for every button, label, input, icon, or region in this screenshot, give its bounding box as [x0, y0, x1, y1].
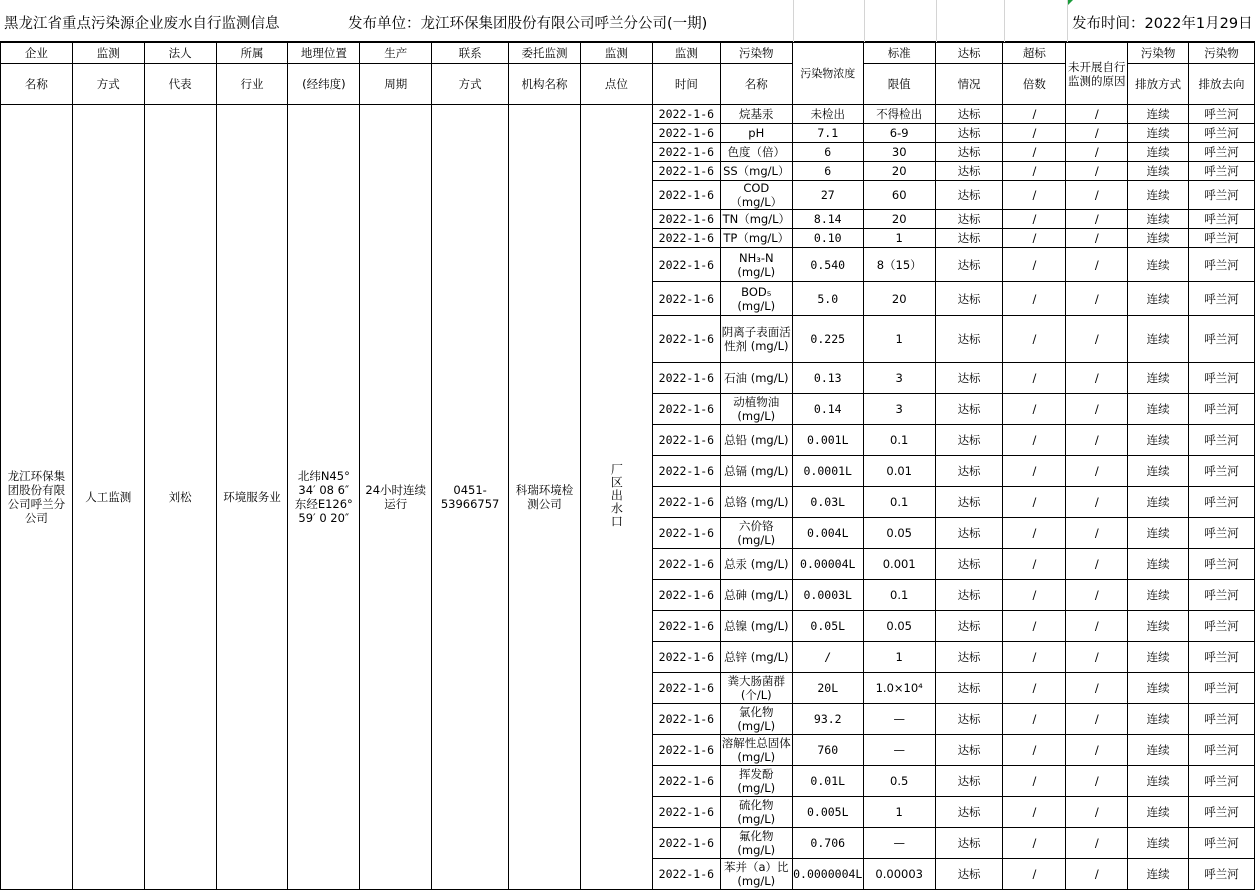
discharge-destination: 呼兰河	[1189, 797, 1255, 828]
column-header-bottom: 排放方式	[1128, 64, 1189, 105]
legal-rep: 刘松	[144, 105, 216, 890]
column-header-top: 委托监测	[509, 43, 581, 64]
column-header-top: 监测	[72, 43, 144, 64]
standard-limit: 20	[863, 282, 935, 316]
pollutant-name: 挥发酚 (mg/L)	[720, 766, 792, 797]
column-header: 未开展自行监测的原因	[1066, 43, 1128, 105]
monitor-date: 2022-1-6	[652, 549, 720, 580]
discharge-mode: 连续	[1128, 124, 1189, 143]
pollutant-concentration: 0.004L	[792, 518, 863, 549]
discharge-mode: 连续	[1128, 181, 1189, 210]
exceed-multiple: /	[1003, 580, 1066, 611]
discharge-destination: 呼兰河	[1189, 210, 1255, 229]
compliance-status: 达标	[935, 828, 1003, 859]
discharge-mode: 连续	[1128, 316, 1189, 363]
monitor-date: 2022-1-6	[652, 828, 720, 859]
discharge-destination: 呼兰河	[1189, 828, 1255, 859]
no-monitor-reason: /	[1066, 181, 1128, 210]
standard-limit: 8（15）	[863, 248, 935, 282]
standard-limit: 0.05	[863, 611, 935, 642]
pollutant-name: 总镍 (mg/L)	[720, 611, 792, 642]
discharge-destination: 呼兰河	[1189, 611, 1255, 642]
column-header-bottom: 限值	[863, 64, 935, 105]
discharge-destination: 呼兰河	[1189, 859, 1255, 890]
title-bar	[0, 0, 1255, 42]
pollutant-name: 总镉 (mg/L)	[720, 456, 792, 487]
compliance-status: 达标	[935, 425, 1003, 456]
pollutant-name: COD（mg/L）	[720, 181, 792, 210]
exceed-multiple: /	[1003, 828, 1066, 859]
standard-limit: 3	[863, 363, 935, 394]
no-monitor-reason: /	[1066, 143, 1128, 162]
column-header-bottom: 方式	[72, 64, 144, 105]
standard-limit: 0.01	[863, 456, 935, 487]
monitor-date: 2022-1-6	[652, 859, 720, 890]
monitor-date: 2022-1-6	[652, 162, 720, 181]
discharge-destination: 呼兰河	[1189, 143, 1255, 162]
column-header-top: 标准	[863, 43, 935, 64]
column-header-top: 监测	[580, 43, 652, 64]
exceed-multiple: /	[1003, 456, 1066, 487]
exceed-multiple: /	[1003, 735, 1066, 766]
discharge-mode: 连续	[1128, 229, 1189, 248]
pollutant-concentration: 93.2	[792, 704, 863, 735]
exceed-multiple: /	[1003, 124, 1066, 143]
exceed-multiple: /	[1003, 181, 1066, 210]
pollutant-name: 总砷 (mg/L)	[720, 580, 792, 611]
pollutant-concentration: 6	[792, 162, 863, 181]
monitor-point	[580, 105, 652, 890]
discharge-mode: 连续	[1128, 704, 1189, 735]
compliance-status: 达标	[935, 456, 1003, 487]
compliance-status: 达标	[935, 143, 1003, 162]
compliance-status: 达标	[935, 487, 1003, 518]
exceed-multiple: /	[1003, 766, 1066, 797]
monitor-date: 2022-1-6	[652, 394, 720, 425]
compliance-status: 达标	[935, 105, 1003, 124]
standard-limit: 20	[863, 162, 935, 181]
pollutant-name: BOD₅ (mg/L)	[720, 282, 792, 316]
monitor-date: 2022-1-6	[652, 673, 720, 704]
pollutant-concentration: 0.0000004L	[792, 859, 863, 890]
pollutant-name: 六价铬 (mg/L)	[720, 518, 792, 549]
compliance-status: 达标	[935, 181, 1003, 210]
pollutant-concentration: 20L	[792, 673, 863, 704]
monitor-date: 2022-1-6	[652, 797, 720, 828]
discharge-mode: 连续	[1128, 456, 1189, 487]
no-monitor-reason: /	[1066, 124, 1128, 143]
monitor-date: 2022-1-6	[652, 425, 720, 456]
discharge-mode: 连续	[1128, 518, 1189, 549]
discharge-mode: 连续	[1128, 394, 1189, 425]
pollutant-name: SS（mg/L）	[720, 162, 792, 181]
discharge-destination: 呼兰河	[1189, 105, 1255, 124]
geo-location: 北纬N45° 34′ 08 6″ 东经E126° 59′ 0 20″	[288, 105, 360, 890]
compliance-status: 达标	[935, 797, 1003, 828]
monitor-date: 2022-1-6	[652, 518, 720, 549]
discharge-mode: 连续	[1128, 487, 1189, 518]
standard-limit: 30	[863, 143, 935, 162]
pollutant-concentration: 0.0003L	[792, 580, 863, 611]
no-monitor-reason: /	[1066, 487, 1128, 518]
pollutant-concentration: 0.706	[792, 828, 863, 859]
table-row	[1, 105, 1255, 124]
monitor-method: 人工监测	[72, 105, 144, 890]
compliance-status: 达标	[935, 766, 1003, 797]
pollutant-name: 氯化物 (mg/L)	[720, 704, 792, 735]
discharge-mode: 连续	[1128, 611, 1189, 642]
monitor-point-label: 厂区出水口	[609, 463, 624, 528]
no-monitor-reason: /	[1066, 611, 1128, 642]
monitor-date: 2022-1-6	[652, 282, 720, 316]
pollutant-name: TN（mg/L）	[720, 210, 792, 229]
monitor-date: 2022-1-6	[652, 229, 720, 248]
standard-limit: 0.001	[863, 549, 935, 580]
discharge-destination: 呼兰河	[1189, 124, 1255, 143]
column-header-top: 联系	[432, 43, 509, 64]
compliance-status: 达标	[935, 673, 1003, 704]
pollutant-name: 总汞 (mg/L)	[720, 549, 792, 580]
column-header-bottom: 方式	[432, 64, 509, 105]
discharge-destination: 呼兰河	[1189, 487, 1255, 518]
pollutant-name: 硫化物 (mg/L)	[720, 797, 792, 828]
standard-limit: 1.0×10⁴	[863, 673, 935, 704]
no-monitor-reason: /	[1066, 316, 1128, 363]
exceed-multiple: /	[1003, 642, 1066, 673]
no-monitor-reason: /	[1066, 735, 1128, 766]
no-monitor-reason: /	[1066, 282, 1128, 316]
column-header-bottom: 行业	[216, 64, 288, 105]
standard-limit: 不得检出	[863, 105, 935, 124]
discharge-destination: 呼兰河	[1189, 394, 1255, 425]
company-name: 龙江环保集团股份有限公司呼兰分公司	[1, 105, 73, 890]
standard-limit: 60	[863, 181, 935, 210]
column-header-top: 法人	[144, 43, 216, 64]
pollutant-concentration: 0.00004L	[792, 549, 863, 580]
pollutant-concentration: 27	[792, 181, 863, 210]
discharge-mode: 连续	[1128, 673, 1189, 704]
discharge-mode: 连续	[1128, 425, 1189, 456]
pollutant-name: 苯并（a）比 (mg/L)	[720, 859, 792, 890]
discharge-destination: 呼兰河	[1189, 229, 1255, 248]
no-monitor-reason: /	[1066, 859, 1128, 890]
no-monitor-reason: /	[1066, 394, 1128, 425]
no-monitor-reason: /	[1066, 580, 1128, 611]
pollutant-concentration: 0.540	[792, 248, 863, 282]
standard-limit: 0.00003	[863, 859, 935, 890]
pollutant-name: pH	[720, 124, 792, 143]
discharge-mode: 连续	[1128, 549, 1189, 580]
exceed-multiple: /	[1003, 673, 1066, 704]
publisher-label: 发布单位：龙江环保集团股份有限公司呼兰分公司(一期)	[348, 16, 708, 32]
standard-limit: 1	[863, 642, 935, 673]
pollutant-concentration: 0.225	[792, 316, 863, 363]
exceed-multiple: /	[1003, 797, 1066, 828]
exceed-multiple: /	[1003, 363, 1066, 394]
monitor-date: 2022-1-6	[652, 210, 720, 229]
discharge-mode: 连续	[1128, 642, 1189, 673]
exceed-multiple: /	[1003, 282, 1066, 316]
pollutant-concentration: 0.03L	[792, 487, 863, 518]
compliance-status: 达标	[935, 859, 1003, 890]
no-monitor-reason: /	[1066, 363, 1128, 394]
exceed-multiple: /	[1003, 143, 1066, 162]
column-header-top: 污染物	[720, 43, 792, 64]
column-header-bottom: 名称	[720, 64, 792, 105]
industry: 环境服务业	[216, 105, 288, 890]
discharge-destination: 呼兰河	[1189, 704, 1255, 735]
pollutant-name: 氟化物 (mg/L)	[720, 828, 792, 859]
pollutant-concentration: /	[792, 642, 863, 673]
column-header-bottom: 情况	[935, 64, 1003, 105]
discharge-mode: 连续	[1128, 797, 1189, 828]
pollutant-name: 色度（倍）	[720, 143, 792, 162]
monitoring-table	[0, 42, 1255, 890]
monitor-date: 2022-1-6	[652, 611, 720, 642]
discharge-mode: 连续	[1128, 143, 1189, 162]
column-header-bottom: 名称	[1, 64, 73, 105]
no-monitor-reason: /	[1066, 797, 1128, 828]
pollutant-concentration: 0.005L	[792, 797, 863, 828]
compliance-status: 达标	[935, 162, 1003, 181]
no-monitor-reason: /	[1066, 162, 1128, 181]
compliance-status: 达标	[935, 580, 1003, 611]
compliance-status: 达标	[935, 124, 1003, 143]
no-monitor-reason: /	[1066, 828, 1128, 859]
pollutant-name: 粪大肠菌群 (个/L)	[720, 673, 792, 704]
pollutant-concentration: 6	[792, 143, 863, 162]
column-header-bottom: 排放去向	[1189, 64, 1255, 105]
exceed-multiple: /	[1003, 487, 1066, 518]
exceed-multiple: /	[1003, 611, 1066, 642]
pollutant-name: 总铬 (mg/L)	[720, 487, 792, 518]
discharge-mode: 连续	[1128, 162, 1189, 181]
standard-limit: 3	[863, 394, 935, 425]
no-monitor-reason: /	[1066, 210, 1128, 229]
pollutant-name: 阴离子表面活性剂 (mg/L)	[720, 316, 792, 363]
pollutant-concentration: 未检出	[792, 105, 863, 124]
exceed-multiple: /	[1003, 394, 1066, 425]
discharge-mode: 连续	[1128, 248, 1189, 282]
no-monitor-reason: /	[1066, 456, 1128, 487]
monitor-date: 2022-1-6	[652, 316, 720, 363]
discharge-mode: 连续	[1128, 859, 1189, 890]
monitor-agency: 科瑞环境检测公司	[509, 105, 581, 890]
discharge-destination: 呼兰河	[1189, 673, 1255, 704]
standard-limit: 1	[863, 229, 935, 248]
production-cycle: 24小时连续运行	[360, 105, 432, 890]
discharge-mode: 连续	[1128, 282, 1189, 316]
exceed-multiple: /	[1003, 210, 1066, 229]
exceed-multiple: /	[1003, 316, 1066, 363]
sheet-title: 黑龙江省重点污染源企业废水自行监测信息	[4, 16, 280, 32]
compliance-status: 达标	[935, 363, 1003, 394]
monitor-date: 2022-1-6	[652, 642, 720, 673]
column-header: 污染物浓度	[792, 43, 863, 105]
exceed-multiple: /	[1003, 549, 1066, 580]
pollutant-concentration: 0.13	[792, 363, 863, 394]
exceed-multiple: /	[1003, 229, 1066, 248]
pollutant-concentration: 0.14	[792, 394, 863, 425]
pollutant-name: 溶解性总固体 (mg/L)	[721, 736, 791, 764]
discharge-destination: 呼兰河	[1189, 181, 1255, 210]
no-monitor-reason: /	[1066, 248, 1128, 282]
column-header-top: 地理位置	[288, 43, 360, 64]
column-header-top: 超标	[1003, 43, 1066, 64]
discharge-destination: 呼兰河	[1189, 766, 1255, 797]
column-header-bottom: 时间	[652, 64, 720, 105]
compliance-status: 达标	[935, 248, 1003, 282]
monitor-date: 2022-1-6	[652, 580, 720, 611]
discharge-mode: 连续	[1128, 735, 1189, 766]
exceed-multiple: /	[1003, 248, 1066, 282]
monitor-date: 2022-1-6	[652, 487, 720, 518]
discharge-mode: 连续	[1128, 828, 1189, 859]
no-monitor-reason: /	[1066, 229, 1128, 248]
standard-limit: 0.1	[863, 425, 935, 456]
standard-limit: 1	[863, 316, 935, 363]
column-header-top: 达标	[935, 43, 1003, 64]
column-header-bottom: 倍数	[1003, 64, 1066, 105]
no-monitor-reason: /	[1066, 704, 1128, 735]
no-monitor-reason: /	[1066, 105, 1128, 124]
pollutant-concentration: 0.05L	[792, 611, 863, 642]
pollutant-concentration: 8.14	[792, 210, 863, 229]
exceed-multiple: /	[1003, 105, 1066, 124]
pollutant-name: 总锌 (mg/L)	[720, 642, 792, 673]
no-monitor-reason: /	[1066, 518, 1128, 549]
standard-limit: 0.5	[863, 766, 935, 797]
discharge-destination: 呼兰河	[1189, 316, 1255, 363]
compliance-status: 达标	[935, 549, 1003, 580]
column-header-top: 监测	[652, 43, 720, 64]
compliance-status: 达标	[935, 282, 1003, 316]
discharge-destination: 呼兰河	[1189, 425, 1255, 456]
column-header-top: 企业	[1, 43, 73, 64]
pollutant-name: 石油 (mg/L)	[720, 363, 792, 394]
pollutant-name: 烷基汞	[720, 105, 792, 124]
publish-time: 发布时间：2022年1月29日	[1072, 16, 1253, 32]
pollutant-name: TP（mg/L）	[720, 229, 792, 248]
column-header-bottom: 周期	[360, 64, 432, 105]
no-monitor-reason: /	[1066, 425, 1128, 456]
standard-limit: —	[863, 735, 935, 766]
column-header-top: 污染物	[1128, 43, 1189, 64]
exceed-multiple: /	[1003, 425, 1066, 456]
discharge-destination: 呼兰河	[1189, 456, 1255, 487]
compliance-status: 达标	[935, 394, 1003, 425]
discharge-destination: 呼兰河	[1189, 580, 1255, 611]
discharge-mode: 连续	[1128, 210, 1189, 229]
column-header-top: 生产	[360, 43, 432, 64]
monitor-date: 2022-1-6	[652, 704, 720, 735]
pollutant-concentration: 0.01L	[792, 766, 863, 797]
standard-limit: 20	[863, 210, 935, 229]
cell-marker-icon	[1068, 0, 1073, 5]
standard-limit: 0.1	[863, 487, 935, 518]
pollutant-name: NH₃-N (mg/L)	[720, 248, 792, 282]
no-monitor-reason: /	[1066, 673, 1128, 704]
monitor-date: 2022-1-6	[652, 363, 720, 394]
standard-limit: 1	[863, 797, 935, 828]
pollutant-name: 总铅 (mg/L)	[720, 425, 792, 456]
compliance-status: 达标	[935, 229, 1003, 248]
monitor-date: 2022-1-6	[652, 181, 720, 210]
compliance-status: 达标	[935, 518, 1003, 549]
monitor-date: 2022-1-6	[652, 124, 720, 143]
discharge-mode: 连续	[1128, 105, 1189, 124]
no-monitor-reason: /	[1066, 766, 1128, 797]
pollutant-concentration: 0.10	[792, 229, 863, 248]
monitor-date: 2022-1-6	[652, 105, 720, 124]
discharge-destination: 呼兰河	[1189, 248, 1255, 282]
discharge-destination: 呼兰河	[1189, 363, 1255, 394]
exceed-multiple: /	[1003, 704, 1066, 735]
discharge-destination: 呼兰河	[1189, 642, 1255, 673]
monitor-date: 2022-1-6	[652, 766, 720, 797]
pollutant-name: 动植物油 (mg/L)	[720, 394, 792, 425]
contact-phone: 0451-53966757	[432, 105, 509, 890]
discharge-destination: 呼兰河	[1189, 735, 1255, 766]
column-header-top: 所属	[216, 43, 288, 64]
column-header-bottom: 代表	[144, 64, 216, 105]
monitor-date: 2022-1-6	[652, 456, 720, 487]
column-header-bottom: 机构名称	[509, 64, 581, 105]
monitor-date: 2022-1-6	[652, 735, 720, 766]
discharge-mode: 连续	[1128, 363, 1189, 394]
compliance-status: 达标	[935, 316, 1003, 363]
exceed-multiple: /	[1003, 518, 1066, 549]
standard-limit: —	[863, 704, 935, 735]
pollutant-concentration: 760	[792, 735, 863, 766]
discharge-destination: 呼兰河	[1189, 162, 1255, 181]
pollutant-concentration: 5.0	[792, 282, 863, 316]
table-body	[1, 43, 1255, 890]
column-header-bottom: (经纬度)	[288, 64, 360, 105]
compliance-status: 达标	[935, 704, 1003, 735]
discharge-destination: 呼兰河	[1189, 518, 1255, 549]
discharge-mode: 连续	[1128, 580, 1189, 611]
monitor-date: 2022-1-6	[652, 248, 720, 282]
no-monitor-reason: /	[1066, 549, 1128, 580]
standard-limit: —	[863, 828, 935, 859]
compliance-status: 达标	[935, 642, 1003, 673]
no-monitor-reason: /	[1066, 642, 1128, 673]
compliance-status: 达标	[935, 210, 1003, 229]
standard-limit: 0.1	[863, 580, 935, 611]
pollutant-concentration: 0.001L	[792, 425, 863, 456]
exceed-multiple: /	[1003, 162, 1066, 181]
discharge-mode: 连续	[1128, 766, 1189, 797]
pollutant-concentration: 7.1	[792, 124, 863, 143]
compliance-status: 达标	[935, 611, 1003, 642]
discharge-destination: 呼兰河	[1189, 549, 1255, 580]
exceed-multiple: /	[1003, 859, 1066, 890]
header-row-top	[1, 43, 1255, 64]
monitor-date: 2022-1-6	[652, 143, 720, 162]
pollutant-concentration: 0.0001L	[792, 456, 863, 487]
compliance-status: 达标	[935, 735, 1003, 766]
column-header-bottom: 点位	[580, 64, 652, 105]
discharge-destination: 呼兰河	[1189, 282, 1255, 316]
standard-limit: 6-9	[863, 124, 935, 143]
standard-limit: 0.05	[863, 518, 935, 549]
column-header-top: 污染物	[1189, 43, 1255, 64]
